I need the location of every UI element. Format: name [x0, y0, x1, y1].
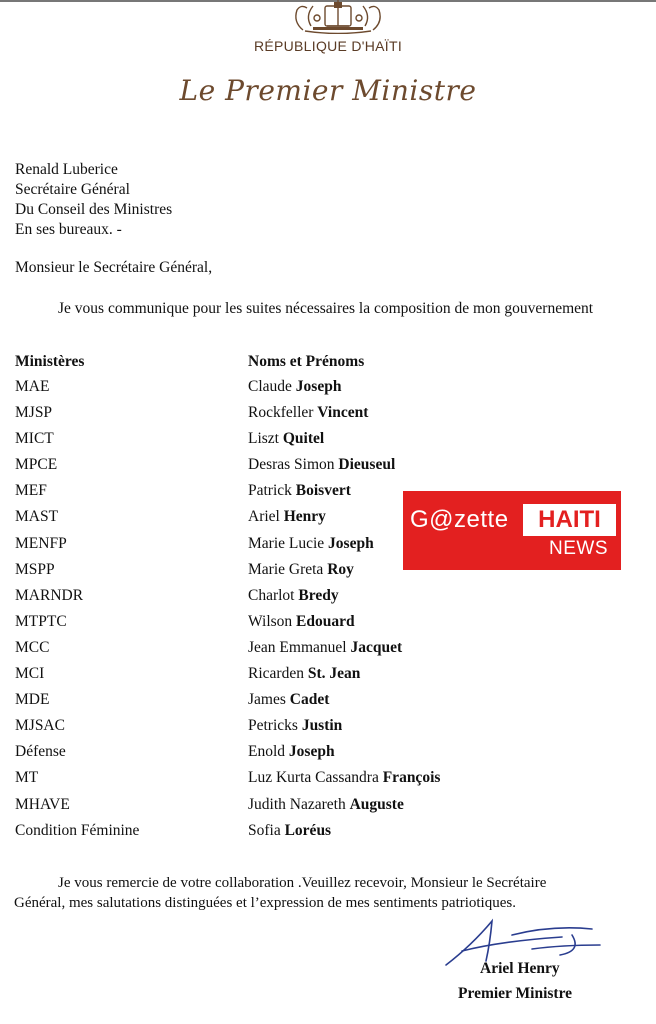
ministries-column-header: Ministères — [15, 353, 85, 370]
ministry-abbrev: MHAVE — [15, 795, 70, 813]
salutation: Monsieur le Secrétaire Général, — [15, 259, 213, 276]
minister-name: Charlot Bredy — [248, 586, 339, 604]
signatory-name: Ariel Henry — [480, 960, 560, 977]
minister-name: Luz Kurta Cassandra François — [248, 769, 441, 787]
cabinet-row — [0, 639, 656, 665]
ministry-abbrev: MT — [15, 769, 39, 787]
cabinet-row — [0, 404, 656, 430]
minister-name: Liszt Quitel — [248, 430, 325, 448]
minister-name: Marie Greta Roy — [248, 560, 354, 578]
cabinet-row — [0, 691, 656, 717]
gazette-logo-text: G@zette — [410, 506, 509, 533]
minister-name: Claude Joseph — [248, 378, 342, 395]
minister-name: Judith Nazareth Auguste — [248, 795, 404, 813]
ministry-abbrev: MTPTC — [15, 612, 67, 630]
signatory-title: Premier Ministre — [458, 985, 573, 1002]
ministry-abbrev: MARNDR — [15, 586, 84, 604]
minister-name: Ricarden St. Jean — [248, 665, 361, 683]
ministry-abbrev: MICT — [15, 430, 54, 448]
minister-name: Sofia Loréus — [248, 821, 332, 839]
minister-name: Ariel Henry — [248, 508, 326, 526]
cabinet-row — [0, 456, 656, 482]
cabinet-row — [0, 378, 656, 404]
cabinet-row — [0, 769, 656, 795]
prime-minister-title: Le Premier Ministre — [179, 74, 477, 107]
cabinet-row — [0, 796, 656, 822]
ministry-abbrev: MJSAC — [15, 717, 65, 735]
ministry-abbrev: MENFP — [15, 534, 67, 552]
coat-of-arms-icon — [283, 0, 393, 34]
minister-name: Jean Emmanuel Jacquet — [248, 638, 403, 656]
address-line: En ses bureaux. - — [15, 221, 122, 238]
ministry-abbrev: MCI — [15, 665, 45, 683]
closing-paragraph — [14, 873, 644, 913]
minister-name: Rockfeller Vincent — [248, 404, 369, 422]
intro-paragraph: Je vous communique pour les suites nécessaires la composition de mon gouvernement — [58, 300, 594, 317]
closing-line: Général, mes salutations distinguées et l’expression de mes sentiments patriotiques. — [14, 895, 516, 911]
ministry-abbrev: MCC — [15, 638, 50, 656]
minister-name: James Cadet — [248, 691, 330, 709]
haiti-logo-box — [523, 504, 616, 536]
cabinet-row — [0, 743, 656, 769]
minister-name: Enold Joseph — [248, 743, 335, 761]
cabinet-row — [0, 587, 656, 613]
minister-name: Patrick Boisvert — [248, 482, 351, 500]
ministry-abbrev: MDE — [15, 691, 50, 709]
republic-heading: RÉPUBLIQUE D'HAÏTI — [253, 38, 403, 54]
cabinet-row — [0, 430, 656, 456]
address-line: Secrétaire Général — [15, 181, 130, 198]
ministry-abbrev: MJSP — [15, 404, 53, 422]
ministry-abbrev: Condition Féminine — [15, 821, 140, 839]
ministry-abbrev: Défense — [15, 743, 66, 761]
address-line: Renald Luberice — [15, 161, 118, 178]
ministry-abbrev: MEF — [15, 482, 47, 500]
minister-name: Petricks Justin — [248, 717, 343, 735]
recipient-address — [15, 160, 172, 240]
closing-line: Je vous remercie de votre collaboration .Veuillez recevoir, Monsieur le Secrétaire — [58, 875, 547, 891]
news-logo-text: NEWS — [549, 538, 608, 559]
names-column-header: Noms et Prénoms — [248, 353, 365, 370]
minister-name: Wilson Edouard — [248, 612, 355, 630]
cabinet-row — [0, 717, 656, 743]
minister-name: Marie Lucie Joseph — [248, 534, 374, 552]
cabinet-row — [0, 822, 656, 848]
minister-name: Desras Simon Dieuseul — [248, 456, 396, 474]
ministry-abbrev: MSPP — [15, 560, 55, 578]
ministry-abbrev: MPCE — [15, 456, 58, 474]
cabinet-row — [0, 665, 656, 691]
cabinet-row — [0, 613, 656, 639]
address-line: Du Conseil des Ministres — [15, 201, 173, 218]
gazette-haiti-watermark — [403, 491, 621, 570]
ministry-abbrev: MAST — [15, 508, 59, 526]
haiti-logo-text: HAITI — [538, 506, 601, 533]
cabinet-list — [0, 378, 656, 848]
ministry-abbrev: MAE — [15, 378, 50, 395]
